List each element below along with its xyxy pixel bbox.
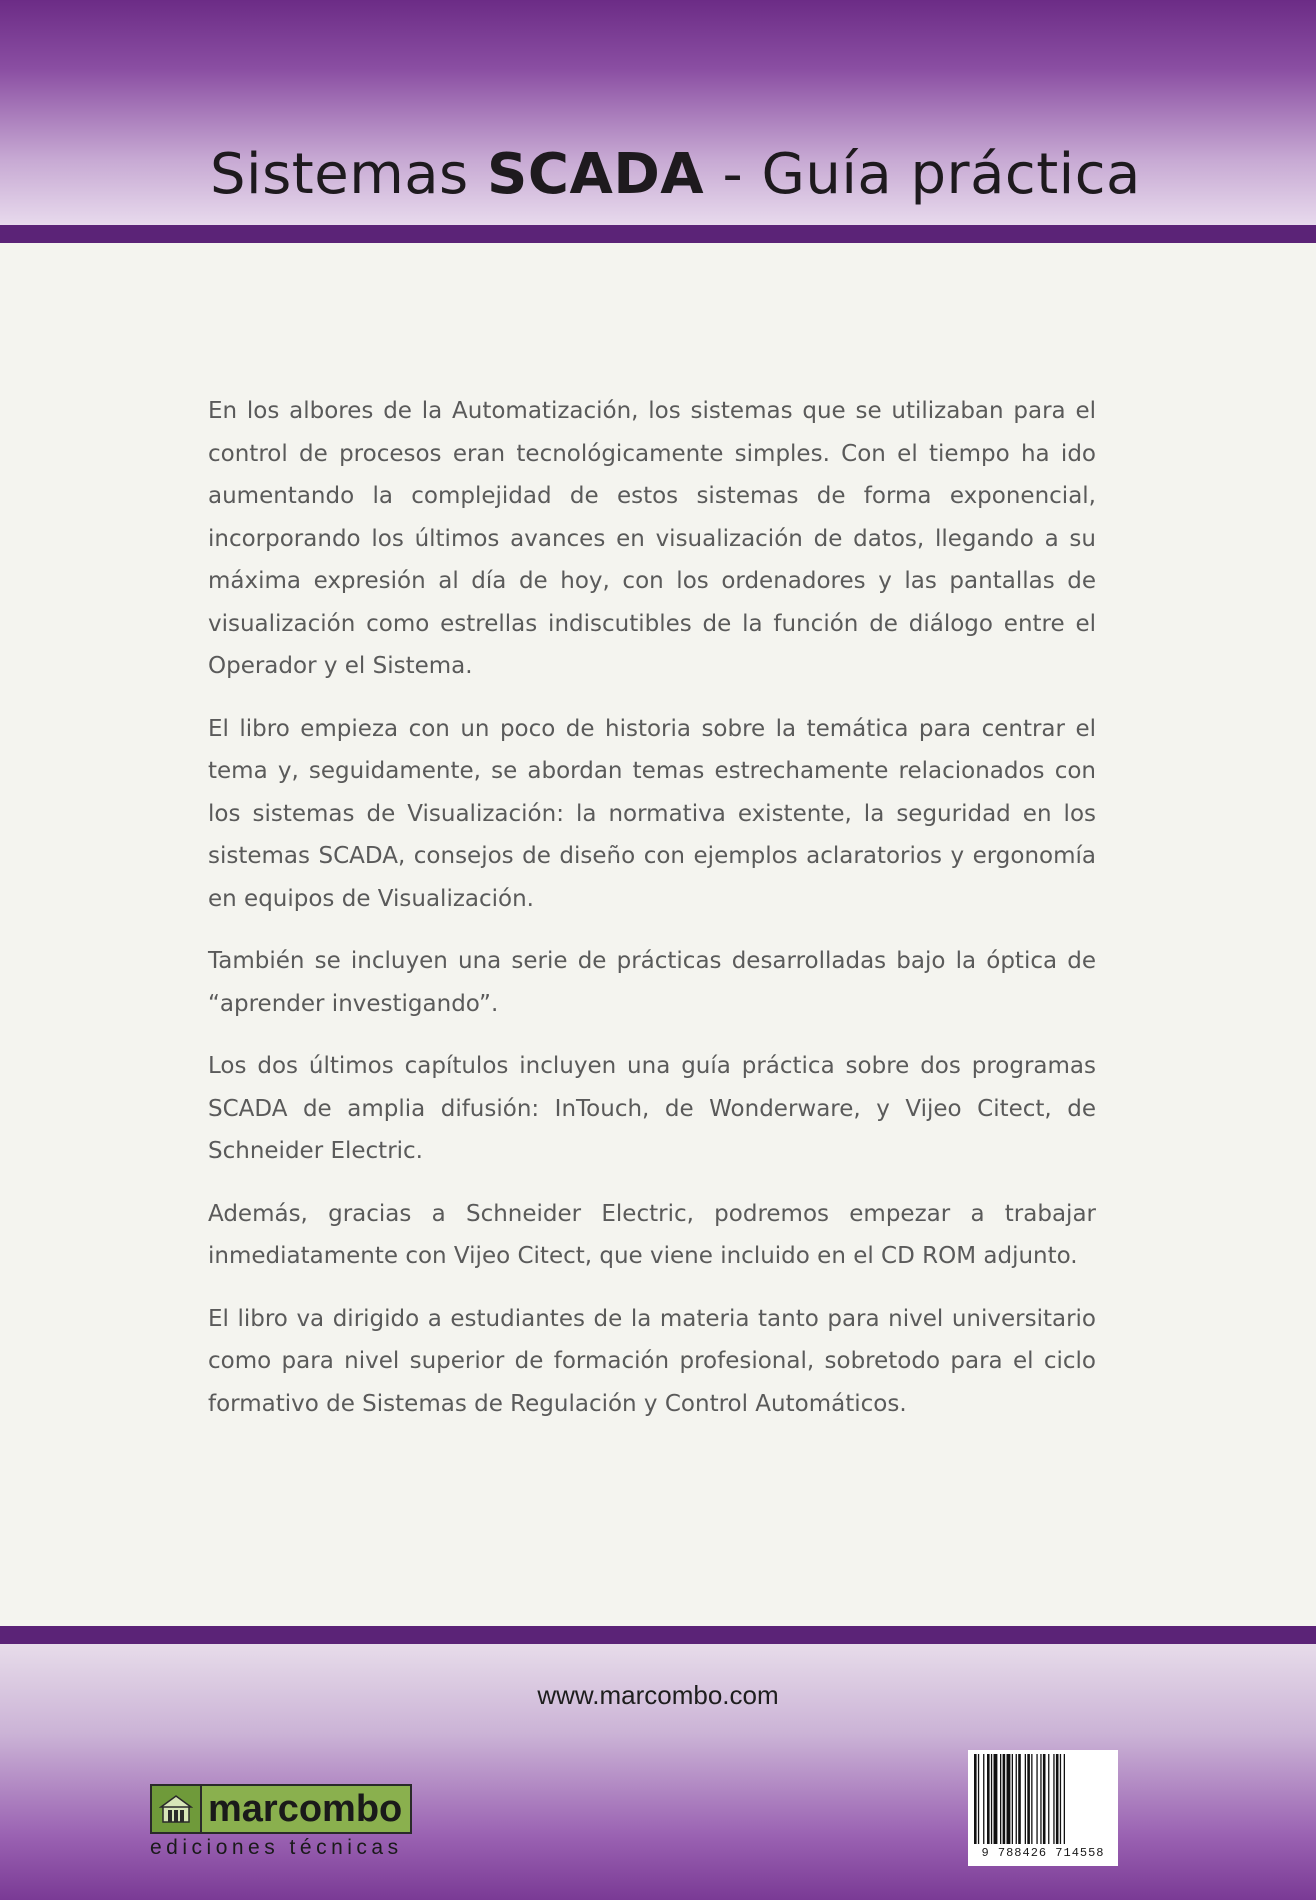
paragraph: El libro va dirigido a estudiantes de la materia tanto para nivel universitario como para nivel superior de formación profesional, sobretodo para el ciclo formativo de Sistemas de Regulación y Control Automáticos. (208, 1305, 1096, 1417)
title-bold: SCADA (487, 142, 705, 207)
title-part-2: - Guía práctica (704, 142, 1141, 207)
paragraph: También se incluyen una serie de prácticas desarrolladas bajo la óptica de “aprender investigando”. (208, 948, 1096, 1017)
paragraph: En los albores de la Automatización, los sistemas que se utilizaban para el control de procesos eran tecnológicamente simples. Con el tiempo ha ido aumentando la complejidad de estos sistemas de forma exponencial, incorporando los últimos avances en visualización de datos, llegando a su máxima expresión al día de hoy, con los ordenadores y las pantallas de visualización como estrellas indiscutibles de la función de diálogo entre el Operador y el Sistema. (208, 398, 1096, 679)
back-cover-description (208, 390, 1096, 1445)
paragraph: Además, gracias a Schneider Electric, podremos empezar a trabajar inmediatamente con Vijeo Citect, que viene incluido en el CD ROM adjunto. (208, 1200, 1096, 1269)
publisher-tagline: ediciones técnicas (150, 1836, 403, 1859)
paragraph: El libro empieza con un poco de historia sobre la temática para centrar el tema y, seguidamente, se abordan temas estrechamente relacionados con los sistemas de Visualización: la normativa existente, la seguridad en los sistemas SCADA, consejos de diseño con ejemplos aclaratorios y ergonomía en equipos de Visualización. (208, 715, 1096, 912)
isbn-digits: 9 788426 714558 (981, 1846, 1105, 1860)
publisher-name: marcombo (208, 1788, 403, 1830)
barcode-icon (972, 1754, 1114, 1844)
publisher-logo (150, 1784, 412, 1834)
book-title (210, 142, 1210, 207)
title-part-1: Sistemas (210, 142, 488, 207)
header-rule (0, 225, 1316, 243)
isbn-barcode (968, 1750, 1118, 1866)
paragraph: Los dos últimos capítulos incluyen una guía práctica sobre dos programas SCADA de amplia difusión: InTouch, de Wonderware, y Vijeo Citect, de Schneider Electric. (208, 1053, 1096, 1164)
marcombo-logo-icon (152, 1786, 202, 1832)
website-url: www.marcombo.com (537, 1680, 779, 1710)
footer-rule (0, 1626, 1316, 1644)
